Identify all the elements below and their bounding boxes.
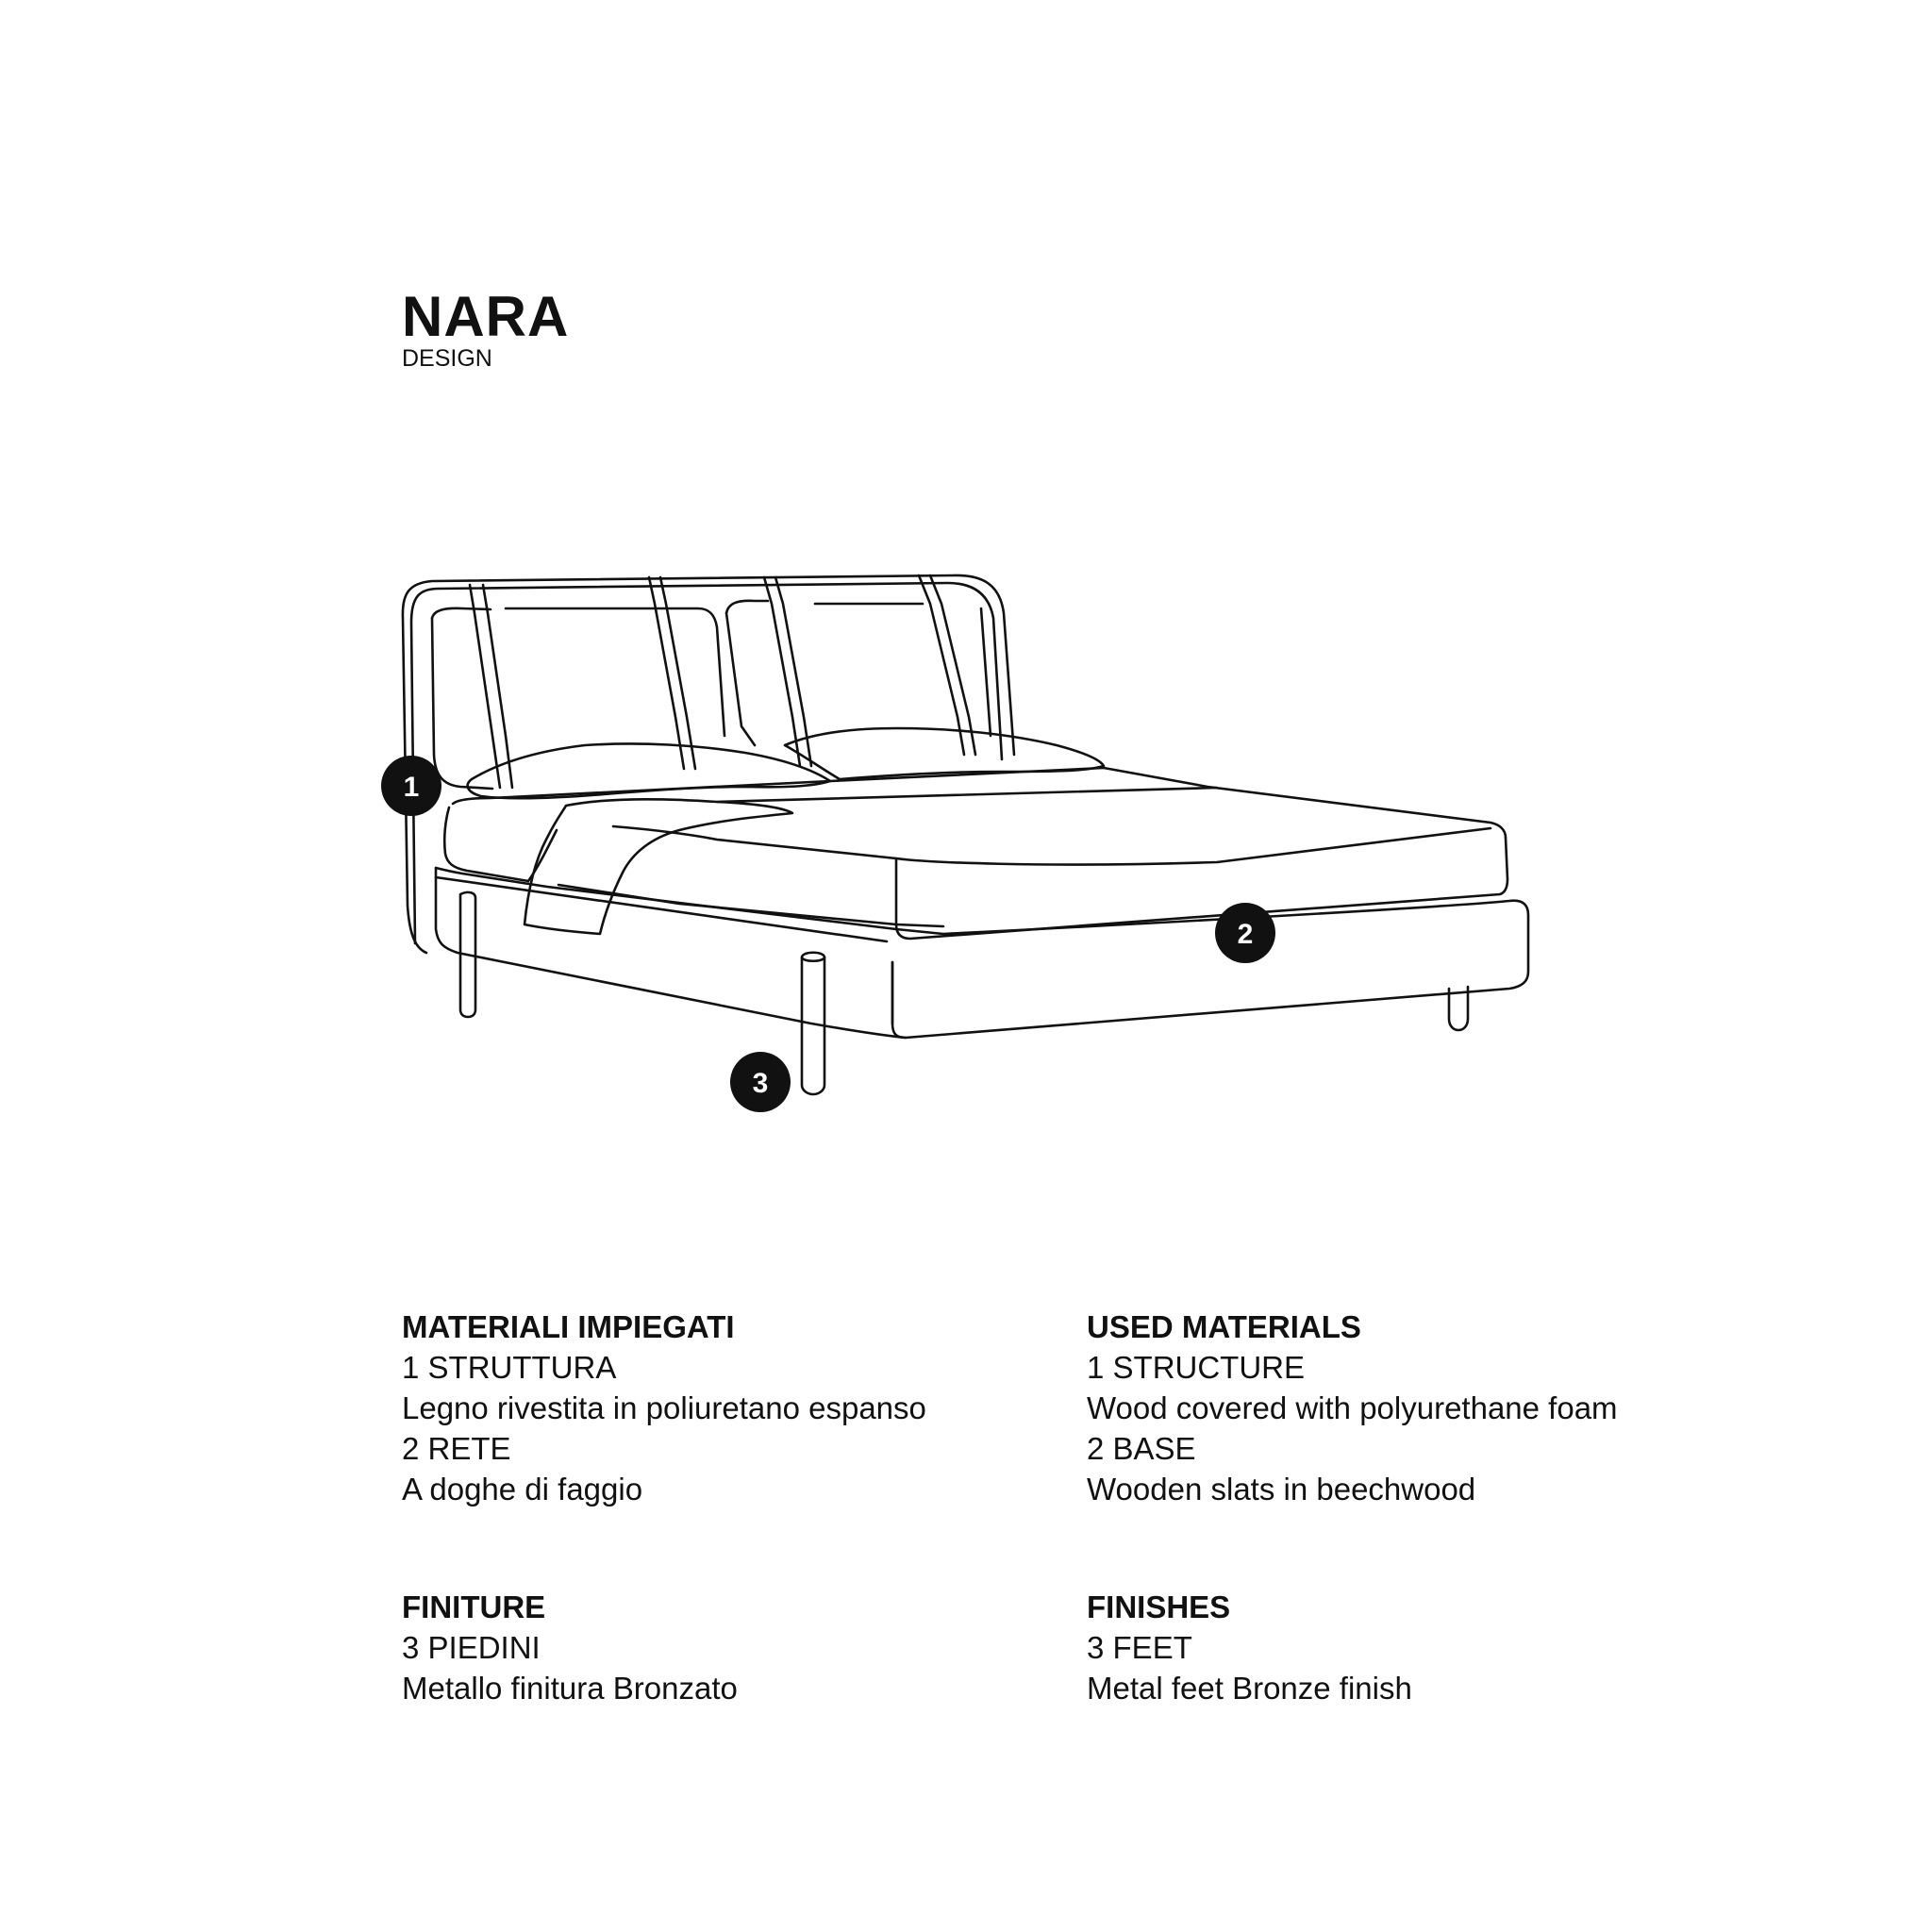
product-subtitle: DESIGN [402, 345, 492, 372]
headboard-frame [403, 575, 1014, 953]
materials-it-line: 1 STRUTTURA [402, 1350, 617, 1385]
marker-3-label: 3 [752, 1068, 769, 1099]
product-title: NARA [402, 285, 570, 348]
pillow-right [785, 728, 1104, 779]
finishes-en-line: Metal feet Bronze finish [1087, 1671, 1412, 1706]
finishes-en-heading: FINISHES [1087, 1590, 1231, 1624]
finishes-it-heading: FINITURE [402, 1590, 546, 1624]
materials-en-line: Wooden slats in beechwood [1087, 1472, 1476, 1507]
marker-1-label: 1 [403, 772, 420, 803]
mattress-side [444, 807, 528, 881]
back-cushion-right [726, 601, 768, 613]
mattress-front [896, 838, 1507, 939]
materials-en [1087, 1307, 1747, 1509]
headboard-strap [483, 585, 512, 788]
finishes-it-line: Metallo finitura Bronzato [402, 1671, 738, 1706]
bed-sheet [525, 799, 792, 934]
materials-it-line: Legno rivestita in poliuretano espanso [402, 1390, 926, 1425]
headboard-strap [930, 575, 975, 755]
materials-en-line: 1 STRUCTURE [1087, 1350, 1306, 1385]
marker-2-label: 2 [1237, 919, 1254, 950]
materials-en-line: Wood covered with polyurethane foam [1087, 1390, 1618, 1425]
marker-1 [381, 756, 441, 816]
headboard-strap [660, 577, 695, 769]
marker-2 [1215, 903, 1275, 963]
materials-it-heading: MATERIALI IMPIEGATI [402, 1309, 735, 1344]
finishes-en-line: 3 FEET [1087, 1630, 1192, 1665]
finishes-it-line: 3 PIEDINI [402, 1630, 541, 1665]
materials-en-heading: USED MATERIALS [1087, 1309, 1361, 1344]
marker-3 [730, 1052, 791, 1112]
bed-base [436, 868, 1528, 1038]
finishes-en [1087, 1587, 1747, 1708]
headboard-strap [470, 585, 500, 788]
materials-en-line: 2 BASE [1087, 1431, 1196, 1466]
mattress-top [453, 768, 1506, 838]
materials-it-line: 2 RETE [402, 1431, 511, 1466]
materials-it-line: A doghe di faggio [402, 1472, 643, 1507]
finishes-it [402, 1587, 1062, 1708]
materials-it [402, 1307, 1062, 1509]
headboard-frame-inner [411, 583, 1002, 943]
back-cushion-left [432, 608, 491, 618]
